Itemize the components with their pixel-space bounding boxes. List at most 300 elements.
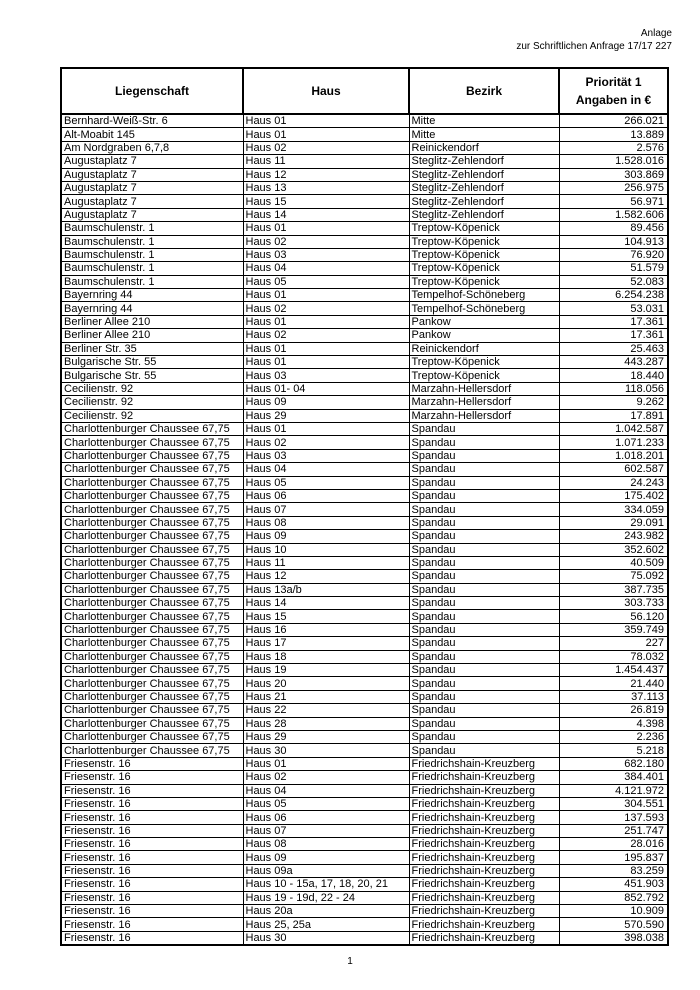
table-row: [61, 356, 668, 369]
column-header-prioritaet-line2: Angaben in €: [575, 93, 652, 107]
cell-betrag: 21.440: [559, 677, 668, 690]
cell-bezirk: Spandau: [409, 744, 559, 757]
table-row: [61, 650, 668, 663]
cell-betrag: 51.579: [559, 262, 668, 275]
cell-haus: Haus 10 - 15a, 17, 18, 20, 21: [243, 878, 409, 891]
cell-haus: Haus 18: [243, 650, 409, 663]
table-row: [61, 623, 668, 636]
cell-betrag: 10.909: [559, 905, 668, 918]
cell-betrag: 303.733: [559, 597, 668, 610]
table-row: [61, 114, 668, 128]
cell-betrag: 195.837: [559, 851, 668, 864]
cell-liegenschaft: Baumschulenstr. 1: [61, 248, 243, 261]
cell-liegenschaft: Friesenstr. 16: [61, 771, 243, 784]
cell-haus: Haus 05: [243, 275, 409, 288]
cell-betrag: 56.971: [559, 195, 668, 208]
cell-betrag: 78.032: [559, 650, 668, 663]
cell-liegenschaft: Bulgarische Str. 55: [61, 356, 243, 369]
table-row: [61, 489, 668, 502]
cell-haus: Haus 01: [243, 222, 409, 235]
table-row: [61, 838, 668, 851]
cell-haus: Haus 02: [243, 329, 409, 342]
cell-betrag: 17.891: [559, 409, 668, 422]
cell-betrag: 852.792: [559, 891, 668, 904]
table-row: [61, 382, 668, 395]
cell-haus: Haus 06: [243, 489, 409, 502]
table-row: [61, 891, 668, 904]
cell-betrag: 13.889: [559, 128, 668, 141]
cell-bezirk: Spandau: [409, 650, 559, 663]
cell-liegenschaft: Charlottenburger Chaussee 67,75: [61, 503, 243, 516]
cell-betrag: 303.869: [559, 168, 668, 181]
cell-liegenschaft: Baumschulenstr. 1: [61, 262, 243, 275]
cell-liegenschaft: Bayernring 44: [61, 289, 243, 302]
cell-betrag: 1.018.201: [559, 449, 668, 462]
table-row: [61, 784, 668, 797]
cell-liegenschaft: Baumschulenstr. 1: [61, 275, 243, 288]
cell-haus: Haus 06: [243, 811, 409, 824]
cell-betrag: 6.254.238: [559, 289, 668, 302]
cell-bezirk: Friedrichshain-Kreuzberg: [409, 891, 559, 904]
cell-haus: Haus 25, 25a: [243, 918, 409, 931]
cell-liegenschaft: Charlottenburger Chaussee 67,75: [61, 476, 243, 489]
cell-bezirk: Friedrichshain-Kreuzberg: [409, 864, 559, 877]
cell-liegenschaft: Bayernring 44: [61, 302, 243, 315]
cell-bezirk: Marzahn-Hellersdorf: [409, 382, 559, 395]
cell-betrag: 75.092: [559, 570, 668, 583]
cell-liegenschaft: Friesenstr. 16: [61, 824, 243, 837]
table-row: [61, 235, 668, 248]
cell-liegenschaft: Bernhard-Weiß-Str. 6: [61, 114, 243, 128]
cell-bezirk: Spandau: [409, 543, 559, 556]
cell-betrag: 118.056: [559, 382, 668, 395]
cell-betrag: 4.398: [559, 717, 668, 730]
cell-bezirk: Spandau: [409, 717, 559, 730]
cell-haus: Haus 29: [243, 730, 409, 743]
cell-liegenschaft: Friesenstr. 16: [61, 797, 243, 810]
cell-betrag: 384.401: [559, 771, 668, 784]
table-row: [61, 329, 668, 342]
cell-betrag: 25.463: [559, 342, 668, 355]
cell-betrag: 2.236: [559, 730, 668, 743]
cell-betrag: 53.031: [559, 302, 668, 315]
cell-haus: Haus 01- 04: [243, 382, 409, 395]
cell-betrag: 9.262: [559, 396, 668, 409]
cell-bezirk: Spandau: [409, 449, 559, 462]
cell-betrag: 5.218: [559, 744, 668, 757]
table-row: [61, 570, 668, 583]
cell-bezirk: Mitte: [409, 114, 559, 128]
cell-bezirk: Pankow: [409, 329, 559, 342]
cell-liegenschaft: Charlottenburger Chaussee 67,75: [61, 623, 243, 636]
cell-haus: Haus 11: [243, 155, 409, 168]
cell-haus: Haus 01: [243, 342, 409, 355]
cell-liegenschaft: Friesenstr. 16: [61, 864, 243, 877]
cell-betrag: 243.982: [559, 530, 668, 543]
cell-betrag: 17.361: [559, 315, 668, 328]
cell-bezirk: Treptow-Köpenick: [409, 235, 559, 248]
cell-haus: Haus 20a: [243, 905, 409, 918]
cell-bezirk: Spandau: [409, 704, 559, 717]
cell-liegenschaft: Charlottenburger Chaussee 67,75: [61, 704, 243, 717]
cell-bezirk: Mitte: [409, 128, 559, 141]
table-row: [61, 141, 668, 154]
cell-haus: Haus 01: [243, 757, 409, 770]
cell-bezirk: Treptow-Köpenick: [409, 262, 559, 275]
cell-liegenschaft: Friesenstr. 16: [61, 811, 243, 824]
cell-betrag: 1.071.233: [559, 436, 668, 449]
cell-liegenschaft: Augustaplatz 7: [61, 168, 243, 181]
table-row: [61, 275, 668, 288]
table-row: [61, 128, 668, 141]
cell-bezirk: Friedrichshain-Kreuzberg: [409, 771, 559, 784]
cell-haus: Haus 01: [243, 289, 409, 302]
header-reference: zur Schriftlichen Anfrage 17/17 227: [516, 41, 672, 52]
table-row: [61, 208, 668, 221]
cell-haus: Haus 09: [243, 530, 409, 543]
cell-bezirk: Spandau: [409, 463, 559, 476]
cell-liegenschaft: Augustaplatz 7: [61, 208, 243, 221]
cell-liegenschaft: Berliner Allee 210: [61, 315, 243, 328]
cell-haus: Haus 07: [243, 824, 409, 837]
cell-bezirk: Spandau: [409, 570, 559, 583]
table-row: [61, 704, 668, 717]
table-row: [61, 369, 668, 382]
table-row: [61, 449, 668, 462]
cell-betrag: 602.587: [559, 463, 668, 476]
cell-bezirk: Spandau: [409, 476, 559, 489]
cell-bezirk: Spandau: [409, 530, 559, 543]
cell-liegenschaft: Charlottenburger Chaussee 67,75: [61, 516, 243, 529]
cell-betrag: 89.456: [559, 222, 668, 235]
cell-haus: Haus 03: [243, 369, 409, 382]
cell-betrag: 52.083: [559, 275, 668, 288]
cell-bezirk: Treptow-Köpenick: [409, 275, 559, 288]
cell-bezirk: Spandau: [409, 436, 559, 449]
cell-liegenschaft: Charlottenburger Chaussee 67,75: [61, 690, 243, 703]
cell-liegenschaft: Baumschulenstr. 1: [61, 222, 243, 235]
table-row: [61, 583, 668, 596]
table-body: [61, 114, 668, 945]
cell-bezirk: Spandau: [409, 503, 559, 516]
cell-liegenschaft: Friesenstr. 16: [61, 918, 243, 931]
cell-haus: Haus 04: [243, 262, 409, 275]
cell-haus: Haus 16: [243, 623, 409, 636]
table-row: [61, 342, 668, 355]
table-row: [61, 463, 668, 476]
table-row: [61, 864, 668, 877]
cell-betrag: 304.551: [559, 797, 668, 810]
cell-bezirk: Friedrichshain-Kreuzberg: [409, 784, 559, 797]
cell-liegenschaft: Friesenstr. 16: [61, 905, 243, 918]
cell-betrag: 251.747: [559, 824, 668, 837]
cell-haus: Haus 28: [243, 717, 409, 730]
cell-liegenschaft: Charlottenburger Chaussee 67,75: [61, 650, 243, 663]
table-row: [61, 409, 668, 422]
cell-betrag: 451.903: [559, 878, 668, 891]
cell-liegenschaft: Friesenstr. 16: [61, 838, 243, 851]
table-row: [61, 664, 668, 677]
cell-haus: Haus 14: [243, 597, 409, 610]
table-row: [61, 690, 668, 703]
cell-bezirk: Spandau: [409, 690, 559, 703]
cell-haus: Haus 12: [243, 168, 409, 181]
cell-haus: Haus 15: [243, 610, 409, 623]
cell-betrag: 137.593: [559, 811, 668, 824]
cell-liegenschaft: Augustaplatz 7: [61, 181, 243, 194]
table-row: [61, 757, 668, 770]
cell-liegenschaft: Friesenstr. 16: [61, 891, 243, 904]
cell-bezirk: Friedrichshain-Kreuzberg: [409, 757, 559, 770]
table-row: [61, 905, 668, 918]
table-row: [61, 797, 668, 810]
cell-liegenschaft: Charlottenburger Chaussee 67,75: [61, 717, 243, 730]
table-row: [61, 422, 668, 435]
cell-liegenschaft: Charlottenburger Chaussee 67,75: [61, 543, 243, 556]
table-row: [61, 824, 668, 837]
cell-betrag: 1.528.016: [559, 155, 668, 168]
cell-liegenschaft: Baumschulenstr. 1: [61, 235, 243, 248]
cell-liegenschaft: Charlottenburger Chaussee 67,75: [61, 610, 243, 623]
table-row: [61, 181, 668, 194]
cell-haus: Haus 01: [243, 422, 409, 435]
cell-haus: Haus 19: [243, 664, 409, 677]
cell-liegenschaft: Augustaplatz 7: [61, 195, 243, 208]
cell-betrag: 40.509: [559, 556, 668, 569]
cell-bezirk: Friedrichshain-Kreuzberg: [409, 905, 559, 918]
cell-bezirk: Friedrichshain-Kreuzberg: [409, 824, 559, 837]
cell-liegenschaft: Charlottenburger Chaussee 67,75: [61, 677, 243, 690]
table-row: [61, 851, 668, 864]
cell-bezirk: Treptow-Köpenick: [409, 222, 559, 235]
cell-betrag: 256.975: [559, 181, 668, 194]
cell-betrag: 398.038: [559, 931, 668, 945]
cell-haus: Haus 08: [243, 516, 409, 529]
cell-betrag: 2.576: [559, 141, 668, 154]
table-row: [61, 503, 668, 516]
cell-haus: Haus 03: [243, 449, 409, 462]
cell-bezirk: Spandau: [409, 610, 559, 623]
table-row: [61, 730, 668, 743]
cell-bezirk: Spandau: [409, 489, 559, 502]
cell-betrag: 76.920: [559, 248, 668, 261]
cell-bezirk: Spandau: [409, 677, 559, 690]
cell-bezirk: Friedrichshain-Kreuzberg: [409, 851, 559, 864]
cell-bezirk: Steglitz-Zehlendorf: [409, 155, 559, 168]
cell-haus: Haus 13a/b: [243, 583, 409, 596]
cell-bezirk: Friedrichshain-Kreuzberg: [409, 838, 559, 851]
cell-liegenschaft: Charlottenburger Chaussee 67,75: [61, 637, 243, 650]
table-row: [61, 155, 668, 168]
cell-bezirk: Reinickendorf: [409, 342, 559, 355]
column-header-haus: Haus: [243, 68, 409, 114]
cell-liegenschaft: Friesenstr. 16: [61, 878, 243, 891]
cell-haus: Haus 08: [243, 838, 409, 851]
table-row: [61, 610, 668, 623]
table-row: [61, 530, 668, 543]
cell-haus: Haus 15: [243, 195, 409, 208]
cell-haus: Haus 14: [243, 208, 409, 221]
cell-betrag: 4.121.972: [559, 784, 668, 797]
cell-haus: Haus 01: [243, 356, 409, 369]
cell-haus: Haus 02: [243, 302, 409, 315]
cell-haus: Haus 30: [243, 744, 409, 757]
cell-liegenschaft: Charlottenburger Chaussee 67,75: [61, 744, 243, 757]
cell-haus: Haus 13: [243, 181, 409, 194]
cell-bezirk: Treptow-Köpenick: [409, 356, 559, 369]
table-header-row: [61, 68, 668, 114]
cell-liegenschaft: Augustaplatz 7: [61, 155, 243, 168]
table-row: [61, 289, 668, 302]
table-row: [61, 717, 668, 730]
cell-haus: Haus 03: [243, 248, 409, 261]
table-row: [61, 262, 668, 275]
cell-liegenschaft: Friesenstr. 16: [61, 784, 243, 797]
cell-betrag: 24.243: [559, 476, 668, 489]
cell-betrag: 28.016: [559, 838, 668, 851]
cell-bezirk: Friedrichshain-Kreuzberg: [409, 797, 559, 810]
cell-liegenschaft: Alt-Moabit 145: [61, 128, 243, 141]
cell-betrag: 1.042.587: [559, 422, 668, 435]
cell-betrag: 227: [559, 637, 668, 650]
cell-liegenschaft: Cecilienstr. 92: [61, 396, 243, 409]
table-row: [61, 878, 668, 891]
cell-liegenschaft: Am Nordgraben 6,7,8: [61, 141, 243, 154]
cell-liegenschaft: Charlottenburger Chaussee 67,75: [61, 530, 243, 543]
cell-haus: Haus 22: [243, 704, 409, 717]
cell-bezirk: Friedrichshain-Kreuzberg: [409, 918, 559, 931]
cell-liegenschaft: Friesenstr. 16: [61, 757, 243, 770]
cell-liegenschaft: Cecilienstr. 92: [61, 382, 243, 395]
cell-bezirk: Spandau: [409, 664, 559, 677]
cell-liegenschaft: Charlottenburger Chaussee 67,75: [61, 597, 243, 610]
cell-haus: Haus 09: [243, 851, 409, 864]
cell-betrag: 443.287: [559, 356, 668, 369]
cell-bezirk: Marzahn-Hellersdorf: [409, 396, 559, 409]
cell-haus: Haus 17: [243, 637, 409, 650]
cell-haus: Haus 05: [243, 476, 409, 489]
cell-betrag: 682.180: [559, 757, 668, 770]
cell-bezirk: Steglitz-Zehlendorf: [409, 181, 559, 194]
cell-betrag: 56.120: [559, 610, 668, 623]
column-header-bezirk: Bezirk: [409, 68, 559, 114]
cell-haus: Haus 19 - 19d, 22 - 24: [243, 891, 409, 904]
cell-liegenschaft: Charlottenburger Chaussee 67,75: [61, 583, 243, 596]
cell-haus: Haus 01: [243, 128, 409, 141]
cell-haus: Haus 09: [243, 396, 409, 409]
cell-liegenschaft: Berliner Str. 35: [61, 342, 243, 355]
cell-haus: Haus 12: [243, 570, 409, 583]
table-row: [61, 222, 668, 235]
cell-betrag: 352.602: [559, 543, 668, 556]
cell-betrag: 387.735: [559, 583, 668, 596]
header-anlage: Anlage: [640, 28, 672, 39]
cell-bezirk: Spandau: [409, 597, 559, 610]
table-row: [61, 677, 668, 690]
table-row: [61, 811, 668, 824]
cell-bezirk: Reinickendorf: [409, 141, 559, 154]
cell-bezirk: Friedrichshain-Kreuzberg: [409, 931, 559, 945]
cell-betrag: 37.113: [559, 690, 668, 703]
cell-haus: Haus 02: [243, 771, 409, 784]
cell-haus: Haus 29: [243, 409, 409, 422]
cell-liegenschaft: Charlottenburger Chaussee 67,75: [61, 664, 243, 677]
cell-betrag: 17.361: [559, 329, 668, 342]
cell-haus: Haus 11: [243, 556, 409, 569]
cell-bezirk: Spandau: [409, 583, 559, 596]
table-row: [61, 476, 668, 489]
cell-haus: Haus 09a: [243, 864, 409, 877]
cell-betrag: 175.402: [559, 489, 668, 502]
cell-haus: Haus 07: [243, 503, 409, 516]
cell-bezirk: Treptow-Köpenick: [409, 248, 559, 261]
table-row: [61, 195, 668, 208]
table-row: [61, 771, 668, 784]
property-table: [60, 67, 669, 946]
cell-bezirk: Spandau: [409, 516, 559, 529]
cell-betrag: 18.440: [559, 369, 668, 382]
cell-betrag: 266.021: [559, 114, 668, 128]
cell-betrag: 26.819: [559, 704, 668, 717]
column-header-prioritaet-line1: Priorität 1: [585, 75, 642, 89]
column-header-prioritaet: [559, 68, 668, 114]
cell-bezirk: Spandau: [409, 637, 559, 650]
cell-haus: Haus 02: [243, 235, 409, 248]
cell-liegenschaft: Charlottenburger Chaussee 67,75: [61, 422, 243, 435]
cell-betrag: 1.454.437: [559, 664, 668, 677]
cell-liegenschaft: Charlottenburger Chaussee 67,75: [61, 463, 243, 476]
cell-haus: Haus 30: [243, 931, 409, 945]
table-row: [61, 543, 668, 556]
cell-betrag: 1.582.606: [559, 208, 668, 221]
cell-liegenschaft: Friesenstr. 16: [61, 931, 243, 945]
cell-betrag: 334.059: [559, 503, 668, 516]
cell-liegenschaft: Berliner Allee 210: [61, 329, 243, 342]
table-row: [61, 396, 668, 409]
cell-bezirk: Treptow-Köpenick: [409, 369, 559, 382]
page-number: 1: [347, 956, 353, 967]
cell-bezirk: Spandau: [409, 730, 559, 743]
cell-betrag: 570.590: [559, 918, 668, 931]
cell-haus: Haus 04: [243, 463, 409, 476]
table-row: [61, 556, 668, 569]
cell-liegenschaft: Charlottenburger Chaussee 67,75: [61, 570, 243, 583]
table-row: [61, 597, 668, 610]
table-row: [61, 248, 668, 261]
cell-haus: Haus 10: [243, 543, 409, 556]
table-row: [61, 637, 668, 650]
cell-liegenschaft: Charlottenburger Chaussee 67,75: [61, 489, 243, 502]
cell-liegenschaft: Friesenstr. 16: [61, 851, 243, 864]
table-row: [61, 931, 668, 945]
table-row: [61, 315, 668, 328]
cell-haus: Haus 04: [243, 784, 409, 797]
cell-haus: Haus 02: [243, 141, 409, 154]
cell-liegenschaft: Cecilienstr. 92: [61, 409, 243, 422]
cell-liegenschaft: Charlottenburger Chaussee 67,75: [61, 436, 243, 449]
cell-bezirk: Friedrichshain-Kreuzberg: [409, 878, 559, 891]
cell-bezirk: Steglitz-Zehlendorf: [409, 168, 559, 181]
cell-liegenschaft: Charlottenburger Chaussee 67,75: [61, 730, 243, 743]
cell-bezirk: Spandau: [409, 556, 559, 569]
cell-haus: Haus 01: [243, 315, 409, 328]
cell-bezirk: Tempelhof-Schöneberg: [409, 289, 559, 302]
cell-betrag: 359.749: [559, 623, 668, 636]
cell-bezirk: Spandau: [409, 422, 559, 435]
table-row: [61, 168, 668, 181]
cell-bezirk: Steglitz-Zehlendorf: [409, 195, 559, 208]
cell-haus: Haus 01: [243, 114, 409, 128]
